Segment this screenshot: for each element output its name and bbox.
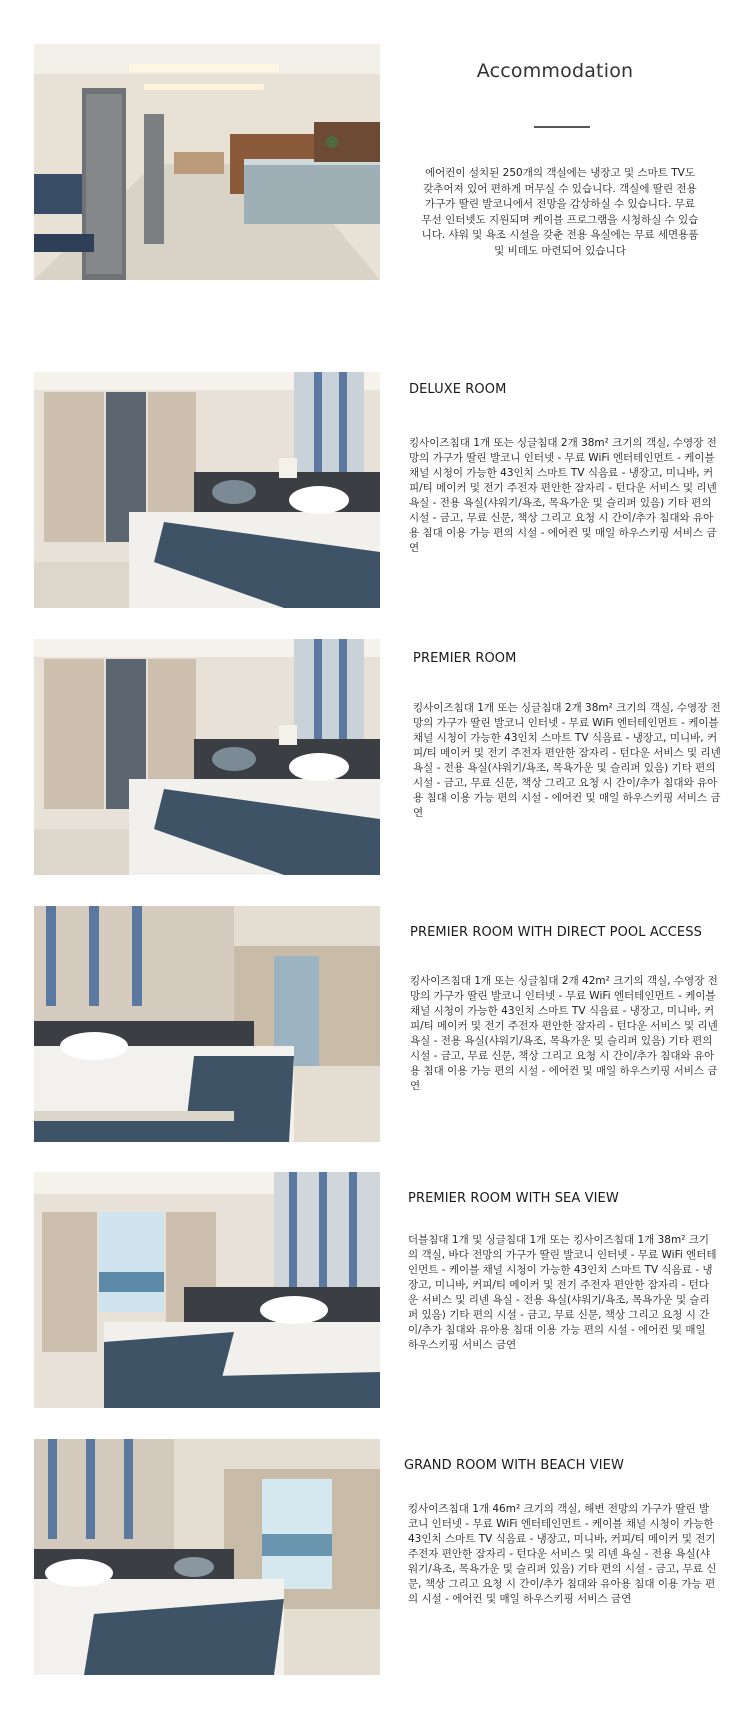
room-description: 더블침대 1개 및 싱글침대 1개 또는 킹사이즈침대 1개 38m² 크기의 객실, 바다 전망의 가구가 딸린 발코니 인터넷 - 무료 WiFi 엔터테인먼트 - 케이블 채널 시청이 가능한 43인치 스마트 TV 식음료 - 냉장고, 미니바, 커피/티 메이커 및 전기 주전자 편안한 잠자리 - 턴다운 서비스 및 리넨 욕실 - 전용 욕실(샤워기/욕조, 목욕가운 및 슬리퍼 있음) 기타 편의 시설 - 금고, 무료 신문, 책상 그리고 요청 시 간이/추가 침대와 유아용 침대 이용 가능 편의 시설 - 에어컨 및 매일 하우스키핑 서비스 금연 bbox=[408, 1234, 717, 1351]
room-title: GRAND ROOM WITH BEACH VIEW bbox=[404, 1458, 624, 1473]
room-title: PREMIER ROOM WITH DIRECT POOL ACCESS bbox=[410, 925, 702, 940]
page-title: Accommodation bbox=[476, 60, 634, 82]
room-description: 킹사이즈침대 1개 또는 싱글침대 2개 42m² 크기의 객실, 수영장 전망의 가구가 딸린 발코니 인터넷 - 무료 WiFi 엔터테인먼트 - 케이블 채널 시청이 가능한 43인치 스마트 TV 식음료 - 냉장고, 미니바, 커피/티 메이커 및 전기 주전자 편안한 잠자리 - 턴다운 서비스 및 리넨 욕실 - 전용 욕실(샤워기/욕조, 목욕가운 및 슬리퍼 있음) 기타 편의 시설 - 금고, 무료 신문, 책상 그리고 요청 시 간이/추가 침대와 유아용 침대 이용 가능 편의 시설 - 에어컨 및 매일 하우스키핑 서비스 금연 bbox=[410, 975, 718, 1092]
room-photo bbox=[34, 906, 380, 1142]
intro-description: 에어컨이 설치된 250개의 객실에는 냉장고 및 스마트 TV도 갖추어져 있어 편하게 머무실 수 있습니다. 객실에 딸린 전용 가구가 딸린 발코니에서 전망을 감상하실 수 있습니다. 무료 무선 인터넷도 지원되며 케이블 프로그램을 시청하실 수 있습니다. 샤워 및 욕조 시설을 갖춘 전용 욕실에는 무료 세면용품 및 비데도 마련되어 있습니다 bbox=[421, 167, 699, 257]
room-title: PREMIER ROOM WITH SEA VIEW bbox=[408, 1191, 619, 1206]
room-photo bbox=[34, 372, 380, 608]
room-title: DELUXE ROOM bbox=[409, 382, 507, 397]
room-description: 킹사이즈침대 1개 또는 싱글침대 2개 38m² 크기의 객실, 수영장 전망의 가구가 딸린 발코니 인터넷 - 무료 WiFi 엔터테인먼트 - 케이블 채널 시청이 가능한 43인치 스마트 TV 식음료 - 냉장고, 미니바, 커피/티 메이커 및 전기 주전자 편안한 잠자리 - 턴다운 서비스 및 리넨 욕실 - 전용 욕실(샤워기/욕조, 목욕가운 및 슬리퍼 있음) 기타 편의 시설 - 금고, 무료 신문, 책상 그리고 요청 시 간이/추가 침대와 유아용 침대 이용 가능 편의 시설 - 에어컨 및 매일 하우스키핑 서비스 금연 bbox=[409, 437, 717, 554]
room-photo bbox=[34, 1172, 380, 1408]
room-description: 킹사이즈침대 1개 46m² 크기의 객실, 해변 전망의 가구가 딸린 발코니 인터넷 - 무료 WiFi 엔터테인먼트 - 케이블 채널 시청이 가능한 43인치 스마트 TV 식음료 - 냉장고, 미니바, 커피/티 메이커 및 전기 주전자 편안한 잠자리 - 턴다운 서비스 및 리넨 욕실 - 전용 욕실(샤워기/욕조, 목욕가운 및 슬리퍼 있음) 기타 편의 시설 - 금고, 무료 신문, 책상 그리고 요청 시 간이/추가 침대와 유아용 침대 이용 가능 편의 시설 - 에어컨 및 매일 하우스키핑 서비스 금연 bbox=[408, 1503, 717, 1605]
room-title: PREMIER ROOM bbox=[413, 651, 517, 666]
lobby-photo bbox=[34, 44, 380, 280]
room-description: 킹사이즈침대 1개 또는 싱글침대 2개 38m² 크기의 객실, 수영장 전망의 가구가 딸린 발코니 인터넷 - 무료 WiFi 엔터테인먼트 - 케이블 채널 시청이 가능한 43인치 스마트 TV 식음료 - 냉장고, 미니바, 커피/티 메이커 및 전기 주전자 편안한 잠자리 - 턴다운 서비스 및 리넨 욕실 - 전용 욕실(샤워기/욕조, 목욕가운 및 슬리퍼 있음) 기타 편의 시설 - 금고, 무료 신문, 책상 그리고 요청 시 간이/추가 침대와 유아용 침대 이용 가능 편의 시설 - 에어컨 및 매일 하우스키핑 서비스 금연 bbox=[413, 702, 721, 819]
title-divider bbox=[534, 126, 590, 128]
room-photo bbox=[34, 1439, 380, 1675]
room-photo bbox=[34, 639, 380, 875]
